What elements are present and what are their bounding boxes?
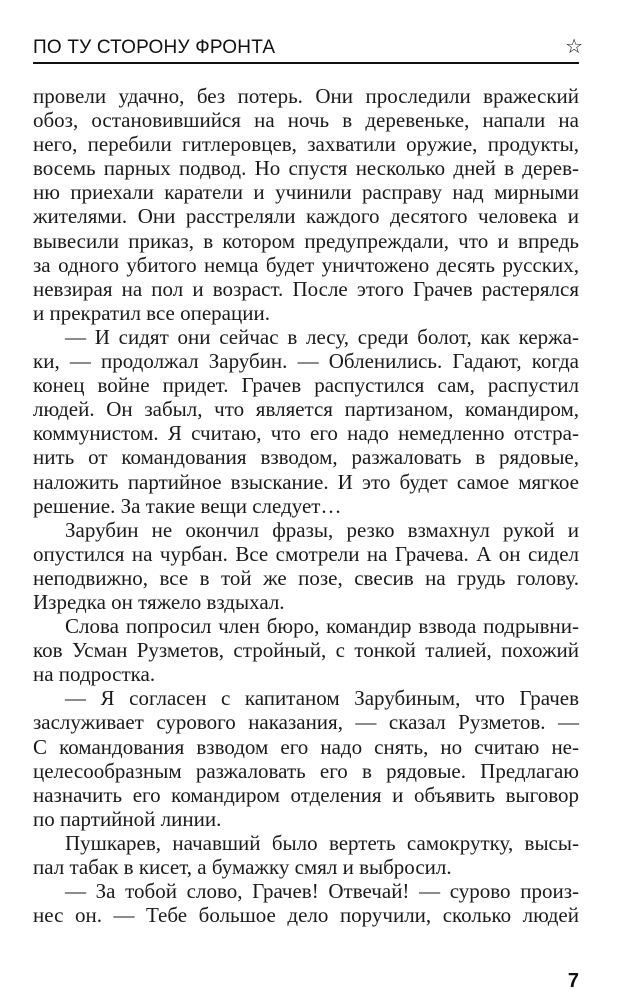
text-line: С командования взводом его надо снять, но считаю не- <box>33 734 579 759</box>
text-line: нить от командования взводом, разжаловать в рядовые, <box>33 445 579 470</box>
text-line: жителями. Они расстреляли каждого десятого человека и <box>33 204 579 229</box>
text-line: — За тобой слово, Грачев! Отвечай! — сурово произ- <box>65 879 579 904</box>
body-text <box>33 84 579 927</box>
text-line: по партийной линии. <box>33 806 222 831</box>
paragraph <box>33 831 579 879</box>
text-line: Пушкарев, начавший было вертеть самокрутку, высы- <box>65 830 579 855</box>
text-line: ню приехали каратели и учинили расправу над мирными <box>33 180 579 205</box>
text-line: вывесили приказ, в котором предупреждали, что и впредь <box>33 228 579 253</box>
text-line: невзирая на пол и возраст. После этого Грачев растерялся <box>33 276 579 301</box>
paragraph <box>33 879 579 927</box>
text-line: назначить его командиром отделения и объявить выговор <box>33 782 579 807</box>
text-line: опустился на чурбан. Все смотрели на Грачева. А он сидел <box>33 541 579 566</box>
text-line: и прекратил все операции. <box>33 300 270 325</box>
paragraph <box>33 325 579 518</box>
text-line: него, перебили гитлеровцев, захватили оружие, продукты, <box>33 132 579 157</box>
text-line: Изредка он тяжело вздыхал. <box>33 589 285 614</box>
page-number: 7 <box>567 970 579 992</box>
running-header <box>33 34 583 64</box>
text-line: провели удачно, без потерь. Они проследили вражеский <box>33 84 579 108</box>
text-line: наложить партийное взыскание. И это будет самое мягкое <box>33 469 579 494</box>
text-line: пал табак в кисет, а бумажку смял и выбросил. <box>33 855 452 879</box>
paragraph <box>33 84 579 325</box>
text-line: людей. Он забыл, что является партизаном, командиром, <box>33 397 579 422</box>
text-line: конец войне придет. Грачев распустился сам, распустил <box>33 373 579 398</box>
text-line: заслуживает сурового наказания, — сказал Рузметов. — <box>33 710 579 735</box>
paragraph <box>33 686 579 831</box>
text-line: на подростка. <box>33 662 156 687</box>
text-line: за одного убитого немца будет уничтожено десять русских, <box>33 252 579 277</box>
text-line: целесообразным разжаловать его в рядовые. Предлагаю <box>33 758 579 783</box>
text-line: ков Усман Рузметов, стройный, с тонкой талией, похожий <box>33 638 579 663</box>
text-line: решение. За такие вещи следует… <box>33 493 342 518</box>
text-line: — И сидят они сейчас в лесу, среди болот, как кержа- <box>65 324 579 349</box>
text-line: коммунистом. Я считаю, что его надо немедленно отстра- <box>33 421 579 446</box>
text-line: обоз, остановившийся на ночь в деревеньке, напали на <box>33 108 579 133</box>
paragraph <box>33 614 579 686</box>
star-outline-icon: ☆ <box>565 34 583 58</box>
text-line: ки, — продолжал Зарубин. — Обленились. Гадают, когда <box>33 349 579 374</box>
running-header-title: ПО ТУ СТОРОНУ ФРОНТА <box>33 37 276 58</box>
text-line: — Я согласен с капитаном Зарубиным, что Грачев <box>65 686 579 711</box>
text-line: восемь парных подвод. Но спустя несколько дней в дерев- <box>33 156 579 181</box>
text-line: неподвижно, все в той же позе, свесив на грудь голову. <box>33 565 579 590</box>
text-line: Слова попросил член бюро, командир взвода подрывни- <box>65 614 579 639</box>
paragraph <box>33 518 579 614</box>
text-line: Зарубин не окончил фразы, резко взмахнул рукой и <box>65 517 579 542</box>
text-line: нес он. — Тебе большое дело поручили, сколько людей <box>33 903 579 928</box>
